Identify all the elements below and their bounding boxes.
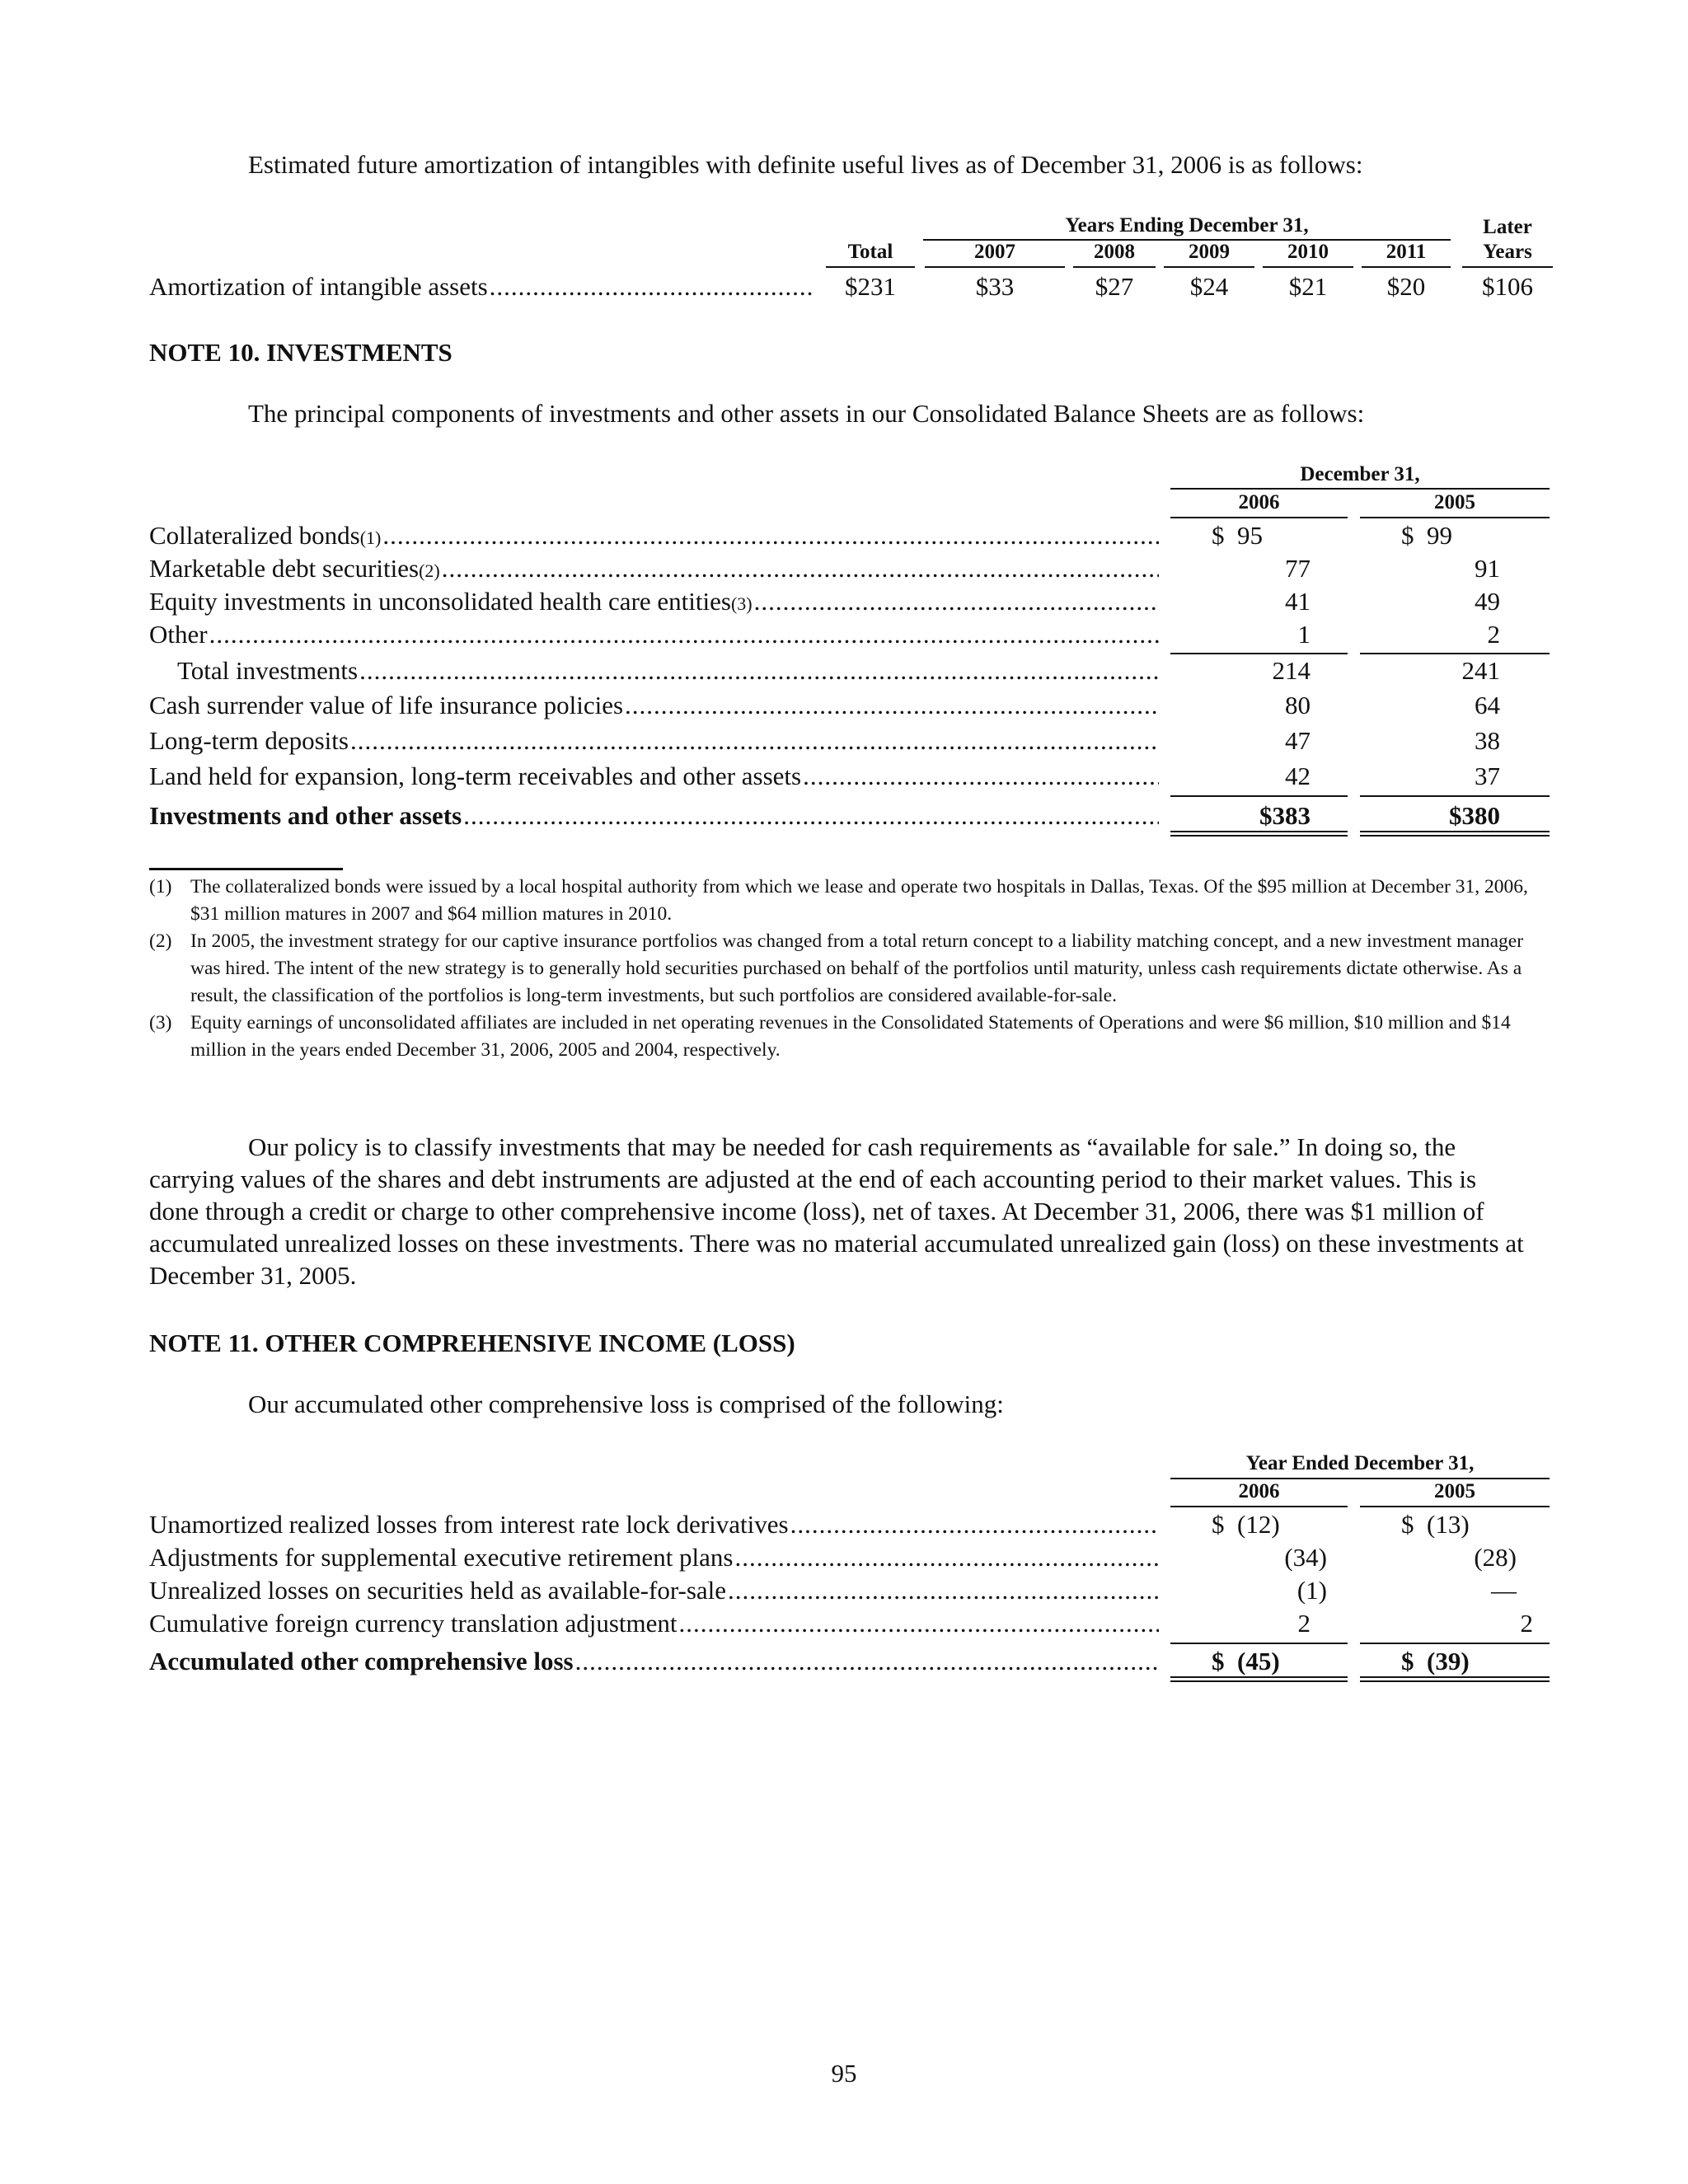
leader-dots [754,587,1159,616]
amort-col-header: Total [847,241,893,263]
value-2006: 41 [1285,587,1311,616]
leader-dots [728,1576,1159,1605]
value-2005: 37 [1475,762,1500,790]
total-rule [1170,1643,1348,1644]
amort-value: $33 [975,272,1015,301]
row-label: Unamortized realized losses from interest rate lock derivatives [149,1510,789,1539]
note10-heading: NOTE 10. INVESTMENTS [149,338,452,367]
amort-value: $24 [1189,272,1229,301]
amort-col-rule [1164,266,1254,268]
note10-group-header: December 31, [1300,463,1420,485]
row-label: Land held for expansion, long-term receivables and other assets [149,762,802,790]
footnote-ref: (1) [359,527,382,548]
note11-col-header-2005: 2005 [1434,1480,1475,1502]
row-label: Total investments [177,656,359,685]
value-2006: 2 [1297,1609,1311,1638]
note11-col-header-2006: 2006 [1238,1480,1280,1502]
row-label: Cash surrender value of life insurance policies [149,691,624,719]
amort-col-header: 2011 [1386,241,1427,263]
note11-heading: NOTE 11. OTHER COMPREHENSIVE INCOME (LOSS) [149,1329,795,1357]
value-2005: 2 [1487,620,1500,649]
value-2005: 2 [1520,1609,1533,1638]
table-row [149,620,1159,649]
amort-value: $21 [1288,272,1328,301]
table-row [149,691,1159,720]
leader-dots [575,1647,1159,1676]
row-label: Long-term deposits [149,726,349,755]
page-number: 95 [831,2059,857,2088]
subtotal-rule [1360,653,1550,654]
value-2006: 80 [1285,691,1311,719]
table-row-investments-total [149,801,1159,831]
total-rule [1360,1643,1550,1644]
row-label: Collateralized bonds [149,521,360,550]
grand-total-rule [1360,831,1550,837]
note11-col-rule [1170,1506,1348,1507]
value-2005: 49 [1475,587,1500,616]
value-2006: (34) [1284,1543,1327,1572]
total-rule [1170,795,1348,797]
amort-col-header: 2009 [1189,241,1230,263]
value-2005: 64 [1475,691,1500,719]
note10-col-header-2006: 2006 [1238,491,1280,513]
footnote-text: Equity earnings of unconsolidated affiliates are included in net operating revenues in the Consolidated Statements of Operations and were $6 million, $10 million and $14 million in the years ended December 31, 2006, 2005 and 2004, respectively. [190,1012,1511,1061]
row-label: Adjustments for supplemental executive retirement plans [149,1543,734,1572]
row-label: Cumulative foreign currency translation adjustment [149,1609,678,1638]
amort-col-rule [1263,266,1353,268]
note10-col-rule [1170,517,1348,518]
table-row [149,1543,1159,1572]
leader-dots [463,801,1159,831]
value-2005: 91 [1475,554,1500,583]
table-row-aoci-total [149,1647,1159,1676]
amort-later-top: Later [1483,216,1532,238]
footnote-ref: (3) [730,593,753,614]
value-2005: $ (39) [1401,1647,1470,1675]
value-2006: $383 [1259,801,1311,830]
value-2005: (28) [1474,1543,1517,1572]
amort-row-label: Amortization of intangible assets [149,272,488,301]
leader-dots [442,554,1159,583]
leader-dots [209,620,1159,649]
table-row [149,587,1159,616]
footnote [149,928,1542,1010]
value-2006: $ (12) [1212,1510,1280,1539]
value-2006: 214 [1272,656,1311,685]
footnotes [149,874,1542,1064]
footnote-number: (1) [149,876,172,898]
note10-col-rule [1360,517,1550,518]
amortization-intro: Estimated future amortization of intangibles with definite useful lives as of December 31, 2006 is as follows: [248,150,1363,179]
note10-col-header-2005: 2005 [1434,491,1475,513]
table-row [149,1576,1159,1605]
amort-value: $106 [1482,272,1533,301]
note11-col-rule [1360,1506,1550,1507]
amort-col-rule [925,266,1065,268]
footnote-number: (2) [149,930,172,952]
amort-value: $27 [1095,272,1134,301]
footnote-text: The collateralized bonds were issued by a local hospital authority from which we lease and operate two hospitals in Dallas, Texas. Of the $95 million at December 31, 2006, $31 million matures in 2007 and $64 million matures in 2010. [190,876,1528,925]
leader-dots [735,1543,1160,1572]
table-row [149,1510,1159,1540]
row-label: Unrealized losses on securities held as available-for-sale [149,1576,727,1605]
row-label: Equity investments in unconsolidated health care entities [149,587,731,616]
value-2005: 38 [1475,726,1500,755]
leader-dots [625,691,1159,720]
row-label: Accumulated other comprehensive loss [149,1647,574,1675]
grand-total-rule [1170,1676,1348,1682]
value-2006: (1) [1296,1576,1327,1605]
leader-dots [790,1510,1159,1540]
leader-dots [359,656,1159,686]
leader-dots [382,521,1159,551]
note11-group-rule [1170,1478,1550,1479]
value-2006: 1 [1297,620,1311,649]
value-2006: 42 [1285,762,1311,790]
note11-group-header: Year Ended December 31, [1245,1452,1475,1474]
amort-value: $231 [845,272,896,301]
policy-paragraph-text: Our policy is to classify investments that may be needed for cash requirements as “available for sale.” In doing so, the carrying values of the shares and debt instruments are adjusted at the end of each accounting period to their market values. This is done through a credit or charge to other comprehensive income (loss), net of taxes. At December 31, 2006, there was $1 million of accumulated unrealized losses on these investments. There was no material accumulated unrealized gain (loss) on these investments at December 31, 2005. [149,1132,1524,1290]
table-row [149,521,1159,551]
amort-col-rule [826,266,915,268]
value-2006: $ (45) [1212,1647,1280,1675]
leader-dots [350,726,1159,756]
table-row [149,726,1159,756]
subtotal-rule [1170,653,1348,654]
footnote [149,1010,1542,1064]
table-row [149,554,1159,583]
table-row [149,762,1159,791]
value-2005: $ (13) [1401,1510,1470,1539]
value-2005: $380 [1449,801,1500,830]
grand-total-rule [1170,831,1348,837]
amort-col-header: 2008 [1094,241,1135,263]
value-2005: 241 [1461,656,1500,685]
note11-intro: Our accumulated other comprehensive loss is comprised of the following: [248,1390,1004,1418]
total-rule [1360,795,1550,797]
value-2005: $ 99 [1401,521,1452,550]
value-2005: — [1491,1576,1517,1605]
value-2006: 77 [1285,554,1311,583]
note10-intro: The principal components of investments and other assets in our Consolidated Balance Sheets are as follows: [248,399,1365,428]
value-2006: 47 [1285,726,1311,755]
row-label: Marketable debt securities [149,554,420,583]
value-2006: $ 95 [1212,521,1263,550]
leader-dots [803,762,1159,791]
grand-total-rule [1360,1676,1550,1682]
amort-col-header: 2007 [974,241,1015,263]
amort-col-rule [1462,266,1553,268]
row-label: Investments and other assets [149,801,462,830]
footnote-separator [149,868,343,870]
amort-col-rule [1073,266,1156,268]
footnote-number: (3) [149,1012,172,1033]
table-row [149,1609,1159,1638]
leader-dots [678,1609,1159,1638]
table-row-total-investments [149,656,1159,686]
amort-group-header: Years Ending December 31, [1065,214,1309,237]
amort-col-header: Years [1483,241,1532,263]
amort-value: $20 [1386,272,1426,301]
policy-paragraph [149,1131,1526,1291]
row-label: Other [149,620,208,649]
footnote-text: In 2005, the investment strategy for our captive insurance portfolios was changed from a total return concept to a liability matching concept, and a new investment manager was hired. The intent of the new strategy is to generally hold securities purchased on behalf of the portfolios until maturity, unless cash requirements dictate otherwise. As a result, the classification of the portfolios is long-term investments, but such portfolios are considered available-for-sale. [190,930,1524,1006]
amort-col-rule [1362,266,1451,268]
leader-dots [490,272,813,302]
footnote-ref: (2) [419,560,440,581]
amort-row [149,272,813,302]
note10-group-rule [1170,488,1550,490]
amort-col-header: 2010 [1287,241,1329,263]
footnote [149,874,1542,928]
